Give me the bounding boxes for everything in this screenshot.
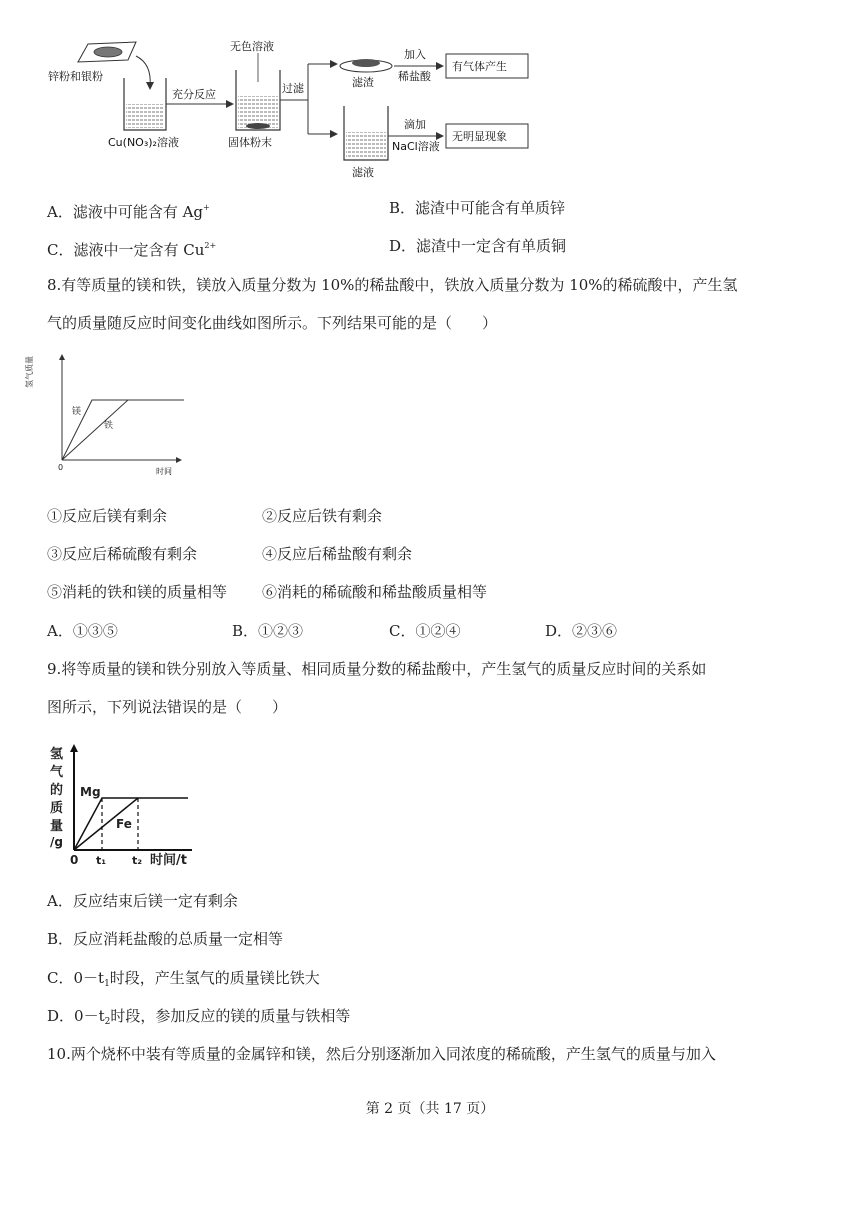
q7-option-b: B．滤渣中可能含有单质锌 xyxy=(389,199,566,217)
q8-stem-line2: 气的质量随反应时间变化曲线如图所示。下列结果可能的是（ ） xyxy=(47,314,498,332)
residue-label: 滤渣 xyxy=(352,76,374,89)
q9-option-b: B．反应消耗盐酸的总质量一定相等 xyxy=(47,930,284,948)
q8-item-3: ③反应后稀硫酸有剩余 xyxy=(47,545,198,563)
result-none: 无明显现象 xyxy=(452,130,507,143)
q7-option-a: A．滤液中可能含有 Ag+ xyxy=(47,203,210,221)
powder-pile xyxy=(94,47,122,57)
q8-item-1: ①反应后镁有剩余 xyxy=(47,507,168,525)
q8-fe-label: 铁 xyxy=(104,421,114,431)
q9-t1: t₁ xyxy=(96,854,107,867)
q9-ylabel-6: /g xyxy=(50,835,63,849)
experiment-diagram xyxy=(40,34,560,184)
page-footer: 第 2 页（共 17 页） xyxy=(365,1101,495,1117)
filtrate-label: 滤液 xyxy=(352,166,374,179)
q8-mg-label: 镁 xyxy=(72,407,82,417)
q8-option-d: D．②③⑥ xyxy=(545,622,618,640)
q8-graph xyxy=(25,352,184,480)
result-gas: 有气体产生 xyxy=(452,60,507,73)
pour-arrow xyxy=(136,56,150,86)
q8-ylabel: 氢气质量 xyxy=(25,356,34,388)
q9-ylabel-5: 量 xyxy=(50,819,64,834)
add-label: 加入 xyxy=(404,48,426,61)
q9-stem-line2: 图所示，下列说法错误的是（ ） xyxy=(47,698,288,716)
filter-label: 过滤 xyxy=(282,82,304,95)
q8-xlabel: 时间 xyxy=(156,467,172,476)
q8-item-2: ②反应后铁有剩余 xyxy=(262,507,383,525)
q8-origin: 0 xyxy=(58,463,64,472)
q9-option-a: A．反应结束后镁一定有剩余 xyxy=(47,892,238,910)
q7-option-d: D．滤渣中一定含有单质铜 xyxy=(389,237,567,255)
q9-ylabel-1: 氢 xyxy=(50,747,64,762)
solution-label: Cu(NO₃)₂溶液 xyxy=(108,136,179,149)
react-label: 充分反应 xyxy=(172,88,216,101)
q9-xlabel: 时间/t xyxy=(150,853,187,868)
q9-ylabel-4: 质 xyxy=(50,801,64,816)
q9-t2: t₂ xyxy=(132,854,143,867)
q8-item-4: ④反应后稀盐酸有剩余 xyxy=(262,545,413,563)
q9-ylabel-3: 的 xyxy=(50,783,64,798)
q9-graph xyxy=(46,740,216,870)
q9-option-c: C．$0-t_1$时段，产生氢气的质量镁比铁大 xyxy=(47,969,320,989)
drop-label: 滴加 xyxy=(404,118,426,131)
q9-origin: 0 xyxy=(70,853,79,867)
q8-stem-line1: 8.有等质量的镁和铁，镁放入质量分数为 10%的稀盐酸中，铁放入质量分数为 10%的稀硫酸中，产生氢 xyxy=(47,276,738,294)
colorless-label: 无色溶液 xyxy=(230,40,274,53)
q8-option-c: C．①②④ xyxy=(389,622,461,640)
q9-option-d: D．$0-t_2$时段，参加反应的镁的质量与铁相等 xyxy=(47,1007,351,1027)
q7-option-c: C．滤液中一定含有 $Cu^{2+}$ xyxy=(47,241,217,259)
q9-fe-label: Fe xyxy=(116,817,132,831)
q10-stem-line1: 10.两个烧杯中装有等质量的金属锌和镁，然后分别逐渐加入同浓度的稀硫酸，产生氢气的质量与加入 xyxy=(47,1045,716,1063)
q9-ylabel-2: 气 xyxy=(50,765,64,780)
q8-item-6: ⑥消耗的稀硫酸和稀盐酸质量相等 xyxy=(262,583,488,601)
q8-option-b: B．①②③ xyxy=(232,622,304,640)
q8-option-a: A．①③⑤ xyxy=(47,622,118,640)
reagent-label: 锌粉和银粉 xyxy=(48,70,103,83)
nacl-label: NaCl溶液 xyxy=(392,140,440,153)
acid-label: 稀盐酸 xyxy=(398,70,431,83)
q9-mg-label: Mg xyxy=(80,785,101,799)
q8-item-5: ⑤消耗的铁和镁的质量相等 xyxy=(47,583,228,601)
solid-label: 固体粉末 xyxy=(228,136,272,149)
q9-stem-line1: 9.将等质量的镁和铁分别放入等质量、相同质量分数的稀盐酸中，产生氢气的质量反应时间的关系如 xyxy=(47,660,707,678)
